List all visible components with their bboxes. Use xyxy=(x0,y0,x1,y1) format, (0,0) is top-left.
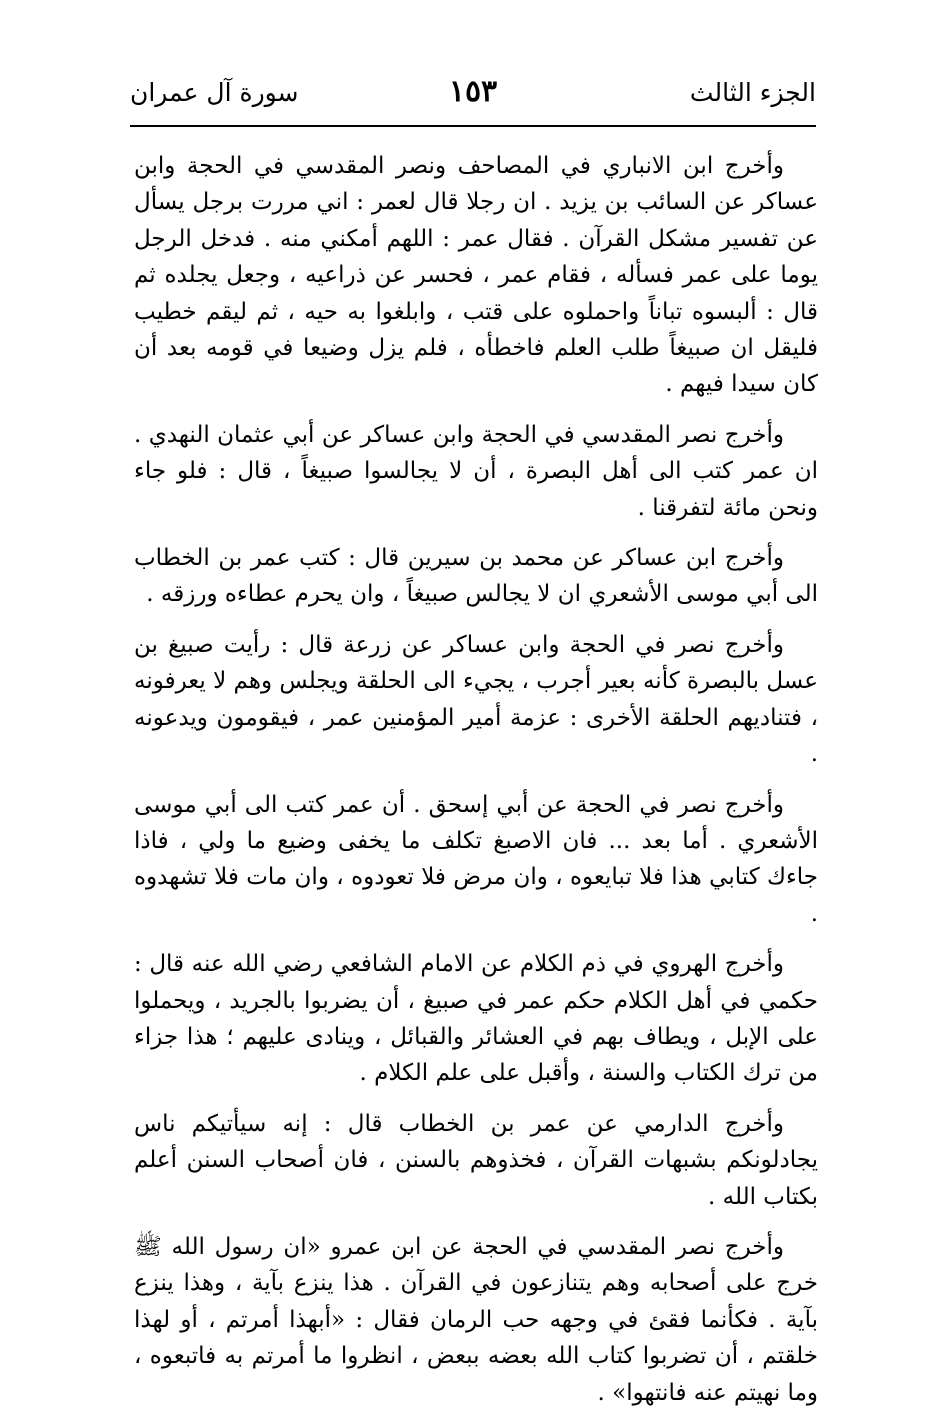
paragraph: وأخرج ابن عساكر عن محمد بن سيرين قال : كتب عمر بن الخطاب الى أبي موسى الأشعري ان لا يجالس صبيغاً ، وان يحرم عطاءه ورزقه . xyxy=(134,545,818,608)
paragraph: وأخرج نصر المقدسي في الحجة عن ابن عمرو «ان رسول الله ﷺ خرج على أصحابه وهم يتنازعون في القرآن . هذا ينزع بآية ، وهذا ينزع بآية . فكأنما فقئ في وجهه حب الرمان فقال : «أبهذا أمرتم ، أو لهذا خلقتم ، أن تضربوا كتاب الله بعضه ببعض ، انظروا ما أمرتم به فاتبعوه ، وما نهيتم عنه فانتهوا» . xyxy=(134,1233,818,1406)
paragraph: وأخرج نصر في الحجة وابن عساكر عن زرعة قال : رأيت صبيغ بن عسل بالبصرة كأنه بعير أجرب ، يجيء الى الحلقة ويجلس وهم لا يعرفونه ، فتناديهم الحلقة الأخرى : عزمة أمير المؤمنين عمر ، فيقومون ويدعونه . xyxy=(133,631,818,768)
surah-title: سورة آل عمران xyxy=(130,78,299,107)
running-header xyxy=(130,72,816,116)
paragraph: وأخرج ابن الانباري في المصاحف ونصر المقدسي في الحجة وابن عساكر عن السائب بن يزيد . ان رجلا قال لعمر : اني مررت برجل يسأل عن تفسير مشكل القرآن . فقال عمر : اللهم أمكني منه . فدخل الرجل يوما على عمر فسأله ، فقام عمر ، فحسر عن ذراعيه ، وجعل يجلده ثم قال : ألبسوه تباناً واحملوه على قتب ، وابلغوا به حيه ، ثم ليقم خطيب فليقل ان صبيغاً طلب العلم فاخطأه ، فلم يزل وضيعا في قومه بعد أن كان سيدا فيهم . xyxy=(134,153,818,398)
header-divider xyxy=(130,125,816,127)
body-text xyxy=(134,148,818,1425)
paragraph: وأخرج نصر المقدسي في الحجة وابن عساكر عن أبي عثمان النهدي . ان عمر كتب الى أهل البصرة ، أن لا يجالسوا صبيغاً ، قال : فلو جاء ونحن مائة لتفرقنا . xyxy=(134,421,818,521)
paragraph: وأخرج نصر في الحجة عن أبي إسحق . أن عمر كتب الى أبي موسى الأشعري . أما بعد ... فان الاصبغ تكلف ما يخفى وضيع ما ولي ، فاذا جاءك كتابي هذا فلا تبايعوه ، وان مرض فلا تعودوه ، وان مات فلا تشهدوه . xyxy=(134,791,818,927)
paragraph: وأخرج الهروي في ذم الكلام عن الامام الشافعي رضي الله عنه قال : حكمي في أهل الكلام حكم عمر في صبيغ ، أن يضربوا بالجريد ، ويحملوا على الإبل ، ويطاف بهم في العشائر والقبائل ، وينادى عليهم ؛ هذا جزاء من ترك الكتاب والسنة ، وأقبل على علم الكلام . xyxy=(134,951,818,1087)
part-title: الجزء الثالث xyxy=(689,78,816,107)
page-number: ١٥٣ xyxy=(448,74,498,109)
paragraph: وأخرج الدارمي عن عمر بن الخطاب قال : إنه سيأتيكم ناس يجادلونكم بشبهات القرآن ، فخذوهم بالسنن ، فان أصحاب السنن أعلم بكتاب الله . xyxy=(134,1110,818,1210)
